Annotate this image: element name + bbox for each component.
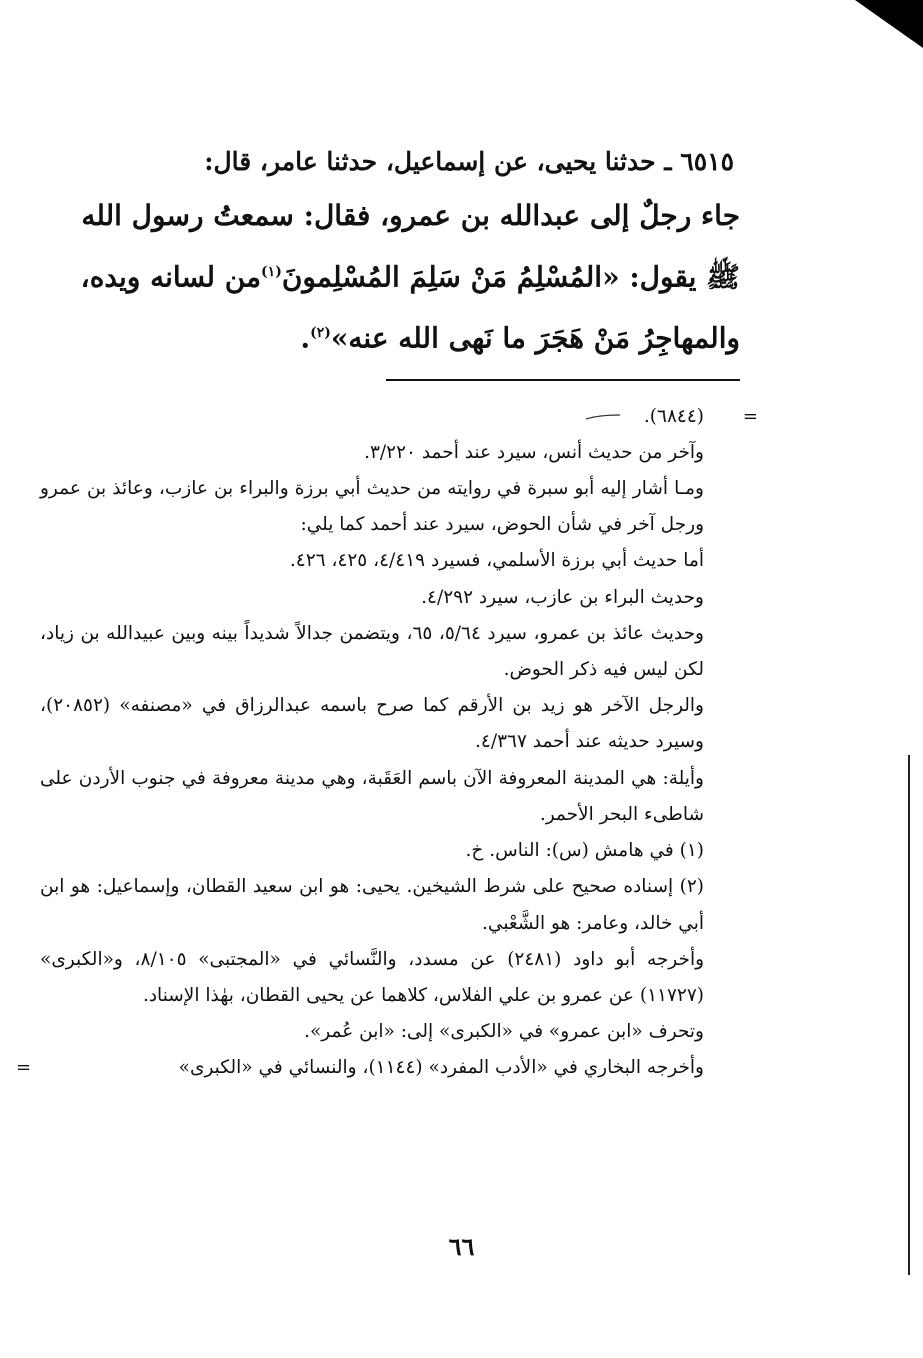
footnote-1: (١) في هامش (س): الناس. خ. [465,840,704,862]
footnote-line: وحديث البراء بن عازب، سيرد ٤/٢٩٢. [421,586,704,608]
footnote-line: أما حديث أبي برزة الأسلمي، فسيرد ٤/٤١٩، ٤٢٥، ٤٢٦. [289,550,704,572]
footnote-line-text: وأخرجه البخاري في «الأدب المفرد» (١١٤٤)، والنسائي في «الكبرى» [178,1057,704,1079]
footnote-2: (٢) إسناده صحيح على شرط الشيخين. يحيى: هو ابن سعيد القطان، وإسماعيل: هو ابن أبي خالد، وعامر: هو الشَّعْبي. [40,876,704,934]
footnote-separator [386,379,740,381]
page-number: ٦٦ [448,1232,475,1261]
footnote-line: وتحرف «ابن عمرو» في «الكبرى» إلى: «ابن عُمر». [304,1021,704,1043]
page-content [16,140,758,1087]
footnotes-section [16,399,758,1087]
hadith-text [40,188,740,367]
footnote-paragraph: وحديث عائذ بن عمرو، سيرد ٥/٦٤، ٦٥، ويتضمن جدالاً شديداً بينه وبين عبيدالله بن زياد، لكن ليس فيه ذكر الحوض. [40,622,704,681]
footnote-line [16,1050,740,1086]
continuation-mark-end: = [16,1057,32,1079]
scan-edge-line [908,755,910,1275]
hadith-text-part2: من لسانه ويده، والمهاجِرُ مَنْ هَجَرَ ما نَهى الله عنه» [80,260,740,355]
hadith-text-part1: جاء رجلٌ إلى عبدالله بن عمرو، فقال: سمعتُ رسول الله ﷺ يقول: «المُسْلِمُ مَنْ سَلِمَ المُسْلِمونَ [81,199,740,294]
footnote-paragraph: وأخرجه أبو داود (٢٤٨١) عن مسدد، والنَّسائي في «المجتبى» ٨/١٠٥، و«الكبرى» (١١٧٢٧) عن عمرو بن علي الفلاس، كلاهما عن يحيى القطان، بهٰذا الإسناد. [40,948,705,1006]
footnote-line: وآخر من حديث أنس، سيرد عند أحمد ٣/٢٢٠. [364,441,704,463]
footnote-ref-2: (٢) [310,325,331,342]
hadith-text-end: . [300,321,311,355]
footnote-paragraph: ومـا أشار إليه أبو سبرة في روايته من حديث أبي برزة والبراء بن عازب، وعائذ بن عمرو ورجل آخر في شأن الحوض، سيرد عند أحمد كما يلي: [40,478,704,536]
footnote-line-text: (٦٨٤٤). [643,405,704,427]
footnote-paragraph: وأيلة: هي المدينة المعروفة الآن باسم العَقَبة، وهي مدينة معروفة في جنوب الأردن على شاطىء البحر الأحمر. [40,767,704,825]
footnote-line [40,399,758,435]
hadith-header: ٦٥١٥ ـ حدثنا يحيى، عن إسماعيل، حدثنا عامر، قال: [204,147,734,176]
corner-triangle-mark [855,0,923,48]
footnote-paragraph: والرجل الآخر هو زيد بن الأرقم كما صرح باسمه عبدالرزاق في «مصنفه» (٢٠٨٥٢)، وسيرد حديثه عند أحمد ٤/٣٦٧. [40,695,704,753]
continuation-mark-start: = [742,405,758,427]
pen-stroke-mark [585,414,621,420]
footnote-ref-1: (١) [261,264,282,280]
